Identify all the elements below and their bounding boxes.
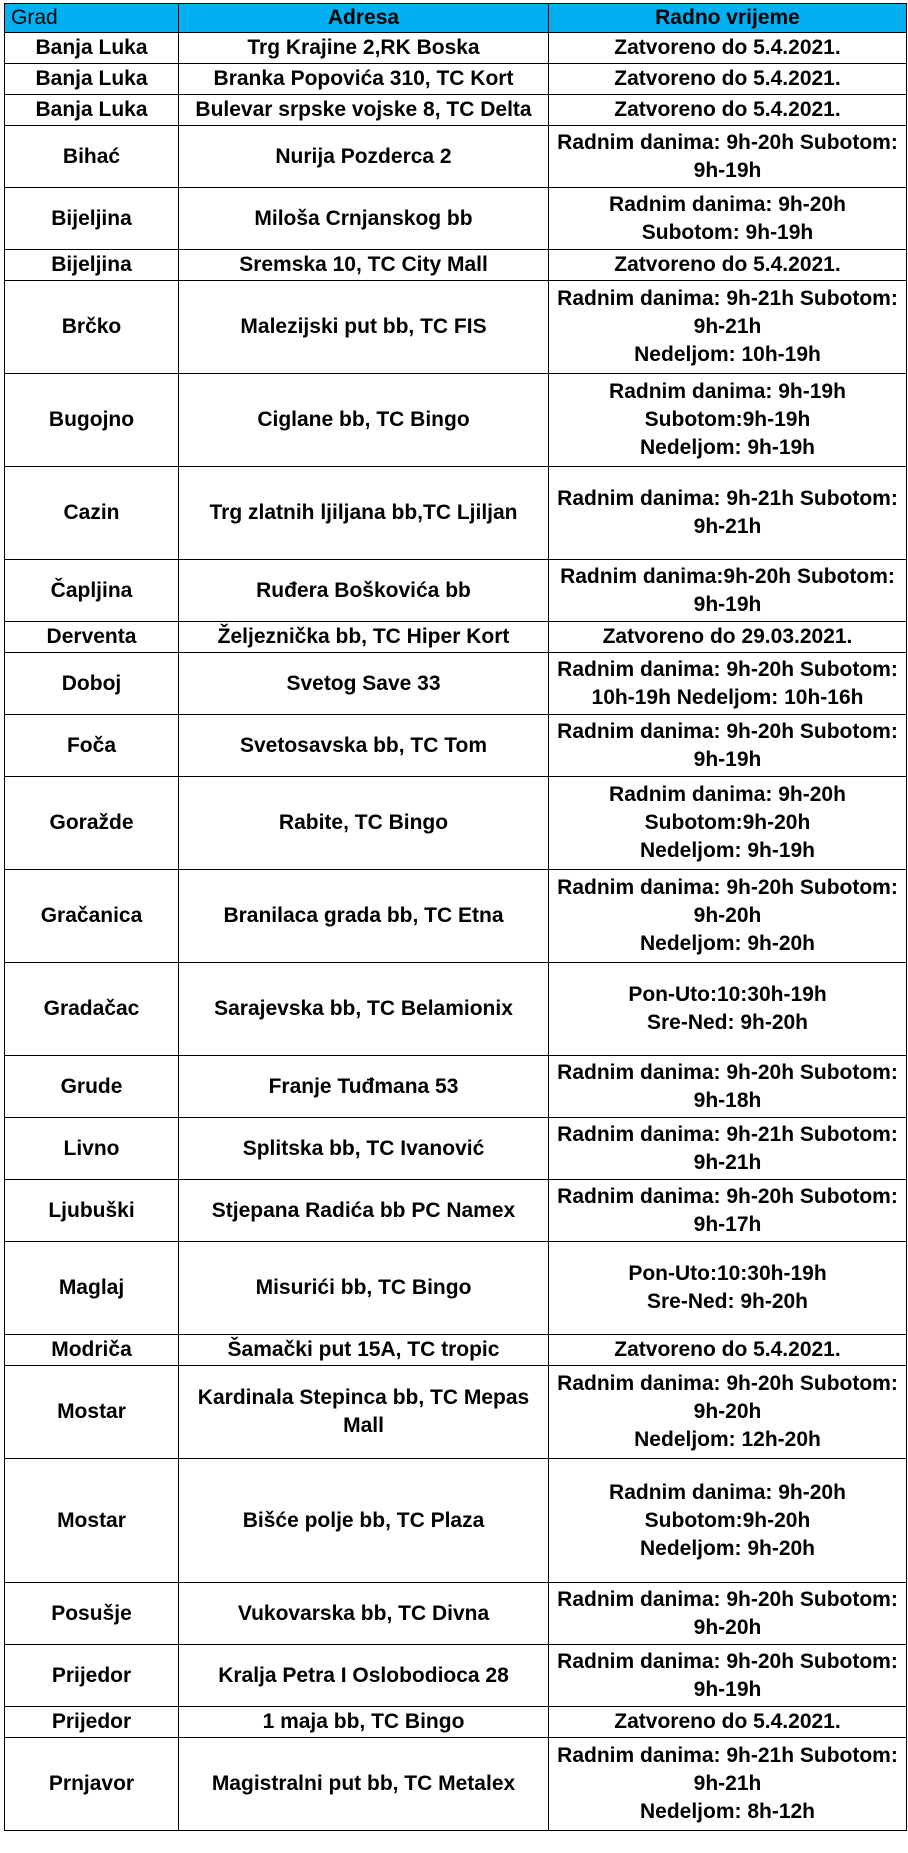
cell-grad: Posušje [5,1583,179,1645]
cell-grad: Livno [5,1118,179,1180]
table-row [5,1738,907,1831]
cell-adresa: Trg Krajine 2,RK Boska [179,33,549,64]
table-row [5,622,907,653]
cell-radno-vrijeme: Radnim danima: 9h-21h Subotom: 9h-21h Nedeljom: 10h-19h [549,281,907,374]
cell-adresa: 1 maja bb, TC Bingo [179,1707,549,1738]
cell-grad: Banja Luka [5,33,179,64]
header-adresa: Adresa [179,4,549,33]
cell-radno-vrijeme: Radnim danima: 9h-19h Subotom:9h-19h Nedeljom: 9h-19h [549,374,907,467]
cell-adresa: Bulevar srpske vojske 8, TC Delta [179,95,549,126]
table-row [5,1645,907,1707]
cell-radno-vrijeme: Radnim danima: 9h-20h Subotom: 9h-18h [549,1056,907,1118]
cell-grad: Modriča [5,1335,179,1366]
cell-grad: Bijeljina [5,188,179,250]
cell-grad: Cazin [5,467,179,560]
cell-grad: Čapljina [5,560,179,622]
cell-adresa: Bišće polje bb, TC Plaza [179,1459,549,1583]
cell-grad: Doboj [5,653,179,715]
cell-adresa: Kralja Petra I Oslobodioca 28 [179,1645,549,1707]
table-row [5,1180,907,1242]
table-row [5,281,907,374]
cell-radno-vrijeme: Zatvoreno do 5.4.2021. [549,64,907,95]
cell-radno-vrijeme: Pon-Uto:10:30h-19h Sre-Ned: 9h-20h [549,1242,907,1335]
table-row [5,64,907,95]
cell-grad: Prnjavor [5,1738,179,1831]
cell-radno-vrijeme: Radnim danima: 9h-21h Subotom: 9h-21h Nedeljom: 8h-12h [549,1738,907,1831]
cell-adresa: Ciglane bb, TC Bingo [179,374,549,467]
cell-radno-vrijeme: Radnim danima: 9h-20h Subotom:9h-20h Nedeljom: 9h-20h [549,1459,907,1583]
table-row [5,653,907,715]
table-row [5,188,907,250]
cell-grad: Derventa [5,622,179,653]
table-row [5,250,907,281]
cell-grad: Bijeljina [5,250,179,281]
table-row [5,1459,907,1583]
cell-radno-vrijeme: Radnim danima: 9h-20h Subotom: 9h-19h [549,1645,907,1707]
cell-adresa: Svetog Save 33 [179,653,549,715]
cell-adresa: Magistralni put bb, TC Metalex [179,1738,549,1831]
table-row [5,715,907,777]
cell-grad: Foča [5,715,179,777]
header-grad: Grad [5,4,179,33]
cell-grad: Maglaj [5,1242,179,1335]
cell-adresa: Trg zlatnih ljiljana bb,TC Ljiljan [179,467,549,560]
cell-radno-vrijeme: Radnim danima:9h-20h Subotom: 9h-19h [549,560,907,622]
cell-adresa: Vukovarska bb, TC Divna [179,1583,549,1645]
table-row [5,126,907,188]
cell-adresa: Rabite, TC Bingo [179,777,549,870]
table-row [5,1583,907,1645]
cell-adresa: Željeznička bb, TC Hiper Kort [179,622,549,653]
cell-radno-vrijeme: Zatvoreno do 5.4.2021. [549,250,907,281]
cell-adresa: Miloša Crnjanskog bb [179,188,549,250]
cell-radno-vrijeme: Radnim danima: 9h-20h Subotom: 9h-19h [549,715,907,777]
cell-adresa: Sarajevska bb, TC Belamionix [179,963,549,1056]
cell-adresa: Šamački put 15A, TC tropic [179,1335,549,1366]
table-row [5,963,907,1056]
store-hours-sheet [4,3,907,1831]
table-row [5,1118,907,1180]
cell-grad: Bihać [5,126,179,188]
cell-grad: Banja Luka [5,95,179,126]
header-row [5,4,907,33]
cell-grad: Goražde [5,777,179,870]
table-row [5,1242,907,1335]
cell-radno-vrijeme: Pon-Uto:10:30h-19h Sre-Ned: 9h-20h [549,963,907,1056]
cell-radno-vrijeme: Zatvoreno do 5.4.2021. [549,33,907,64]
cell-radno-vrijeme: Zatvoreno do 5.4.2021. [549,1335,907,1366]
header-radno-vrijeme: Radno vrijeme [549,4,907,33]
cell-adresa: Stjepana Radića bb PC Namex [179,1180,549,1242]
cell-adresa: Splitska bb, TC Ivanović [179,1118,549,1180]
cell-adresa: Branilaca grada bb, TC Etna [179,870,549,963]
store-hours-table [4,3,907,1831]
cell-grad: Banja Luka [5,64,179,95]
cell-grad: Bugojno [5,374,179,467]
cell-grad: Mostar [5,1366,179,1459]
cell-grad: Ljubuški [5,1180,179,1242]
table-row [5,95,907,126]
cell-grad: Mostar [5,1459,179,1583]
cell-radno-vrijeme: Radnim danima: 9h-20h Subotom: 9h-17h [549,1180,907,1242]
cell-radno-vrijeme: Radnim danima: 9h-21h Subotom: 9h-21h [549,1118,907,1180]
cell-adresa: Branka Popovića 310, TC Kort [179,64,549,95]
cell-radno-vrijeme: Radnim danima: 9h-20h Subotom: 9h-20h Nedeljom: 12h-20h [549,1366,907,1459]
table-row [5,1707,907,1738]
cell-radno-vrijeme: Radnim danima: 9h-20h Subotom: 9h-19h [549,126,907,188]
cell-adresa: Nurija Pozderca 2 [179,126,549,188]
table-row [5,777,907,870]
cell-grad: Gračanica [5,870,179,963]
cell-radno-vrijeme: Zatvoreno do 5.4.2021. [549,95,907,126]
cell-grad: Gradačac [5,963,179,1056]
cell-radno-vrijeme: Zatvoreno do 29.03.2021. [549,622,907,653]
cell-grad: Grude [5,1056,179,1118]
cell-grad: Brčko [5,281,179,374]
table-row [5,1335,907,1366]
cell-radno-vrijeme: Zatvoreno do 5.4.2021. [549,1707,907,1738]
table-row [5,33,907,64]
table-row [5,1366,907,1459]
cell-radno-vrijeme: Radnim danima: 9h-20h Subotom: 9h-20h [549,1583,907,1645]
table-body [5,33,907,1831]
cell-adresa: Svetosavska bb, TC Tom [179,715,549,777]
cell-radno-vrijeme: Radnim danima: 9h-20h Subotom: 9h-19h [549,188,907,250]
cell-radno-vrijeme: Radnim danima: 9h-20h Subotom: 9h-20h Nedeljom: 9h-20h [549,870,907,963]
cell-radno-vrijeme: Radnim danima: 9h-20h Subotom:9h-20h Nedeljom: 9h-19h [549,777,907,870]
cell-adresa: Ruđera Boškovića bb [179,560,549,622]
table-row [5,1056,907,1118]
table-row [5,374,907,467]
cell-grad: Prijedor [5,1645,179,1707]
cell-adresa: Kardinala Stepinca bb, TC Mepas Mall [179,1366,549,1459]
cell-radno-vrijeme: Radnim danima: 9h-20h Subotom: 10h-19h Nedeljom: 10h-16h [549,653,907,715]
cell-adresa: Franje Tuđmana 53 [179,1056,549,1118]
table-row [5,467,907,560]
cell-adresa: Malezijski put bb, TC FIS [179,281,549,374]
table-row [5,560,907,622]
table-row [5,870,907,963]
cell-adresa: Sremska 10, TC City Mall [179,250,549,281]
cell-grad: Prijedor [5,1707,179,1738]
cell-adresa: Misurići bb, TC Bingo [179,1242,549,1335]
cell-radno-vrijeme: Radnim danima: 9h-21h Subotom: 9h-21h [549,467,907,560]
